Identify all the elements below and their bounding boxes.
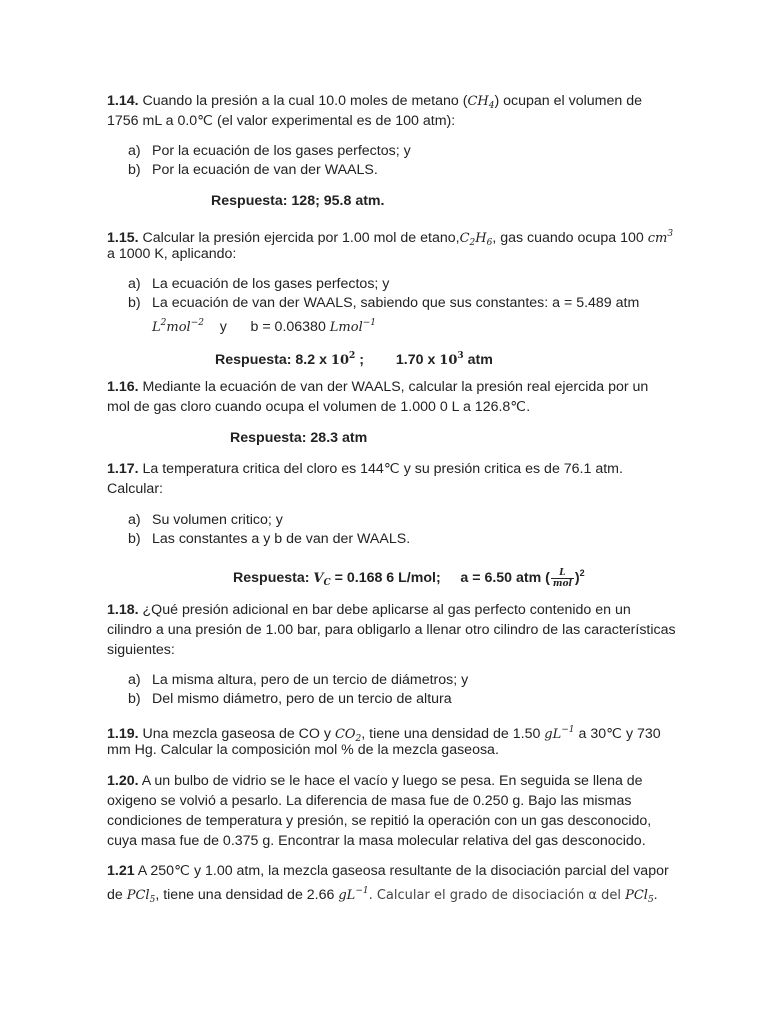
answer-1-17: Respuesta: $V_C = 0.168$ 6 L/mol; a = 6.50 atm ( $\frac{L}{\text{mol}}$ )$^2$ (233, 567, 585, 589)
problem-1-16-line-2: mol de gas cloro cuando ocupa el volumen de 1.000 0 L a 126.8℃. (107, 399, 531, 415)
problem-1-21-line-1: 1.21 A 250℃ y 1.00 atm, la mezcla gaseosa resultante de la disociación parcial del vapor (107, 863, 669, 879)
list-item: b) La ecuación de van der WAALS, sabiendo que sus constantes: a = 5.489 atm (128, 295, 640, 311)
problem-1-15-line-2: a 1000 K, aplicando: (107, 246, 237, 262)
problem-1-15-line-1: 1.15. Calcular la presión ejercida por 1.00 mol de $etano,C_2H_6$, gas cuando ocupa 100 $cm^3$ (107, 229, 674, 248)
problem-1-18-line-3: siguientes: (107, 642, 175, 658)
list-item: a) Su volumen critico; y (128, 512, 283, 528)
problem-1-20-line-2: oxigeno se volvió a pesarlo. La diferencia de masa fue de 0.250 g. Bajo las mismas (107, 793, 632, 809)
problem-1-19-line-1: 1.19. Una mezcla gaseosa de CO y $CO_2$, tiene una densidad de 1.50 $gL^{-1}$ a 30℃ y 730 (107, 725, 661, 744)
list-item: a) La ecuación de los gases perfectos; y (128, 276, 390, 292)
problem-1-16-line-1: 1.16. Mediante la ecuación de van der WAALS, calcular la presión real ejercida por un (107, 379, 649, 395)
list-item: b) Las constantes a y b de van der WAALS. (128, 531, 411, 547)
problem-1-17-line-2: Calcular: (107, 481, 163, 497)
answer-1-15: Respuesta: 8.2 x $10^2$ ; 1.70 x $10^3$ atm (215, 351, 493, 368)
problem-1-20-line-3: condiciones de temperatura y presión, se repitió la operación con un gas desconocido, (107, 813, 652, 829)
problem-1-18-line-2: cilindro a una presión de 1.00 bar, para obligarlo a llenar otro cilindro de las características (107, 622, 676, 638)
list-item: b) Por la ecuación de van der WAALS. (128, 162, 378, 178)
problem-1-21-line-2: de PCl$_5$, tiene una densidad de 2.66 $gL^{-1}$. Calcular el grado de disociación α del PCl$_5$. (107, 886, 658, 905)
list-item: b) Del mismo diámetro, pero de un tercio de altura (128, 691, 452, 707)
problem-1-17-line-1: 1.17. La temperatura critica del cloro es 144℃ y su presión critica es de 76.1 atm. (107, 461, 623, 477)
list-item: a) La misma altura, pero de un tercio de diámetros; y (128, 672, 469, 688)
problem-number: 1.14. (107, 93, 139, 109)
answer-1-14: Respuesta: 128; 95.8 atm. (211, 193, 385, 209)
fraction: $\frac{L}{\text{mol}}$ (552, 567, 572, 589)
list-item: a) Por la ecuación de los gases perfectos; y (128, 143, 411, 159)
list-item-continuation: $L^2mol^{-2}$ y b = 0.06380 Lmol$^{-1}$ (152, 318, 377, 335)
problem-1-18-line-1: 1.18. ¿Qué presión adicional en bar debe aplicarse al gas perfecto contenido en un (107, 602, 631, 618)
problem-1-14-line-1: 1.14. Cuando la presión a la cual 10.0 moles de metano $(CH_4)$ ocupan el volumen de (107, 93, 642, 111)
problem-1-20-line-1: 1.20. A un bulbo de vidrio se le hace el vacío y luego se pesa. En seguida se llena de (107, 773, 643, 789)
problem-1-14-line-2: 1756 mL a 0.0℃ (el valor experimental es de 100 atm): (107, 113, 456, 129)
problem-1-19-line-2: mm Hg. Calcular la composición mol % de la mezcla gaseosa. (107, 742, 499, 758)
problem-1-20-line-4: cuya masa fue de 0.375 g. Encontrar la masa molecular relativa del gas desconocido. (107, 833, 646, 849)
answer-1-16: Respuesta: 28.3 atm (230, 430, 368, 446)
